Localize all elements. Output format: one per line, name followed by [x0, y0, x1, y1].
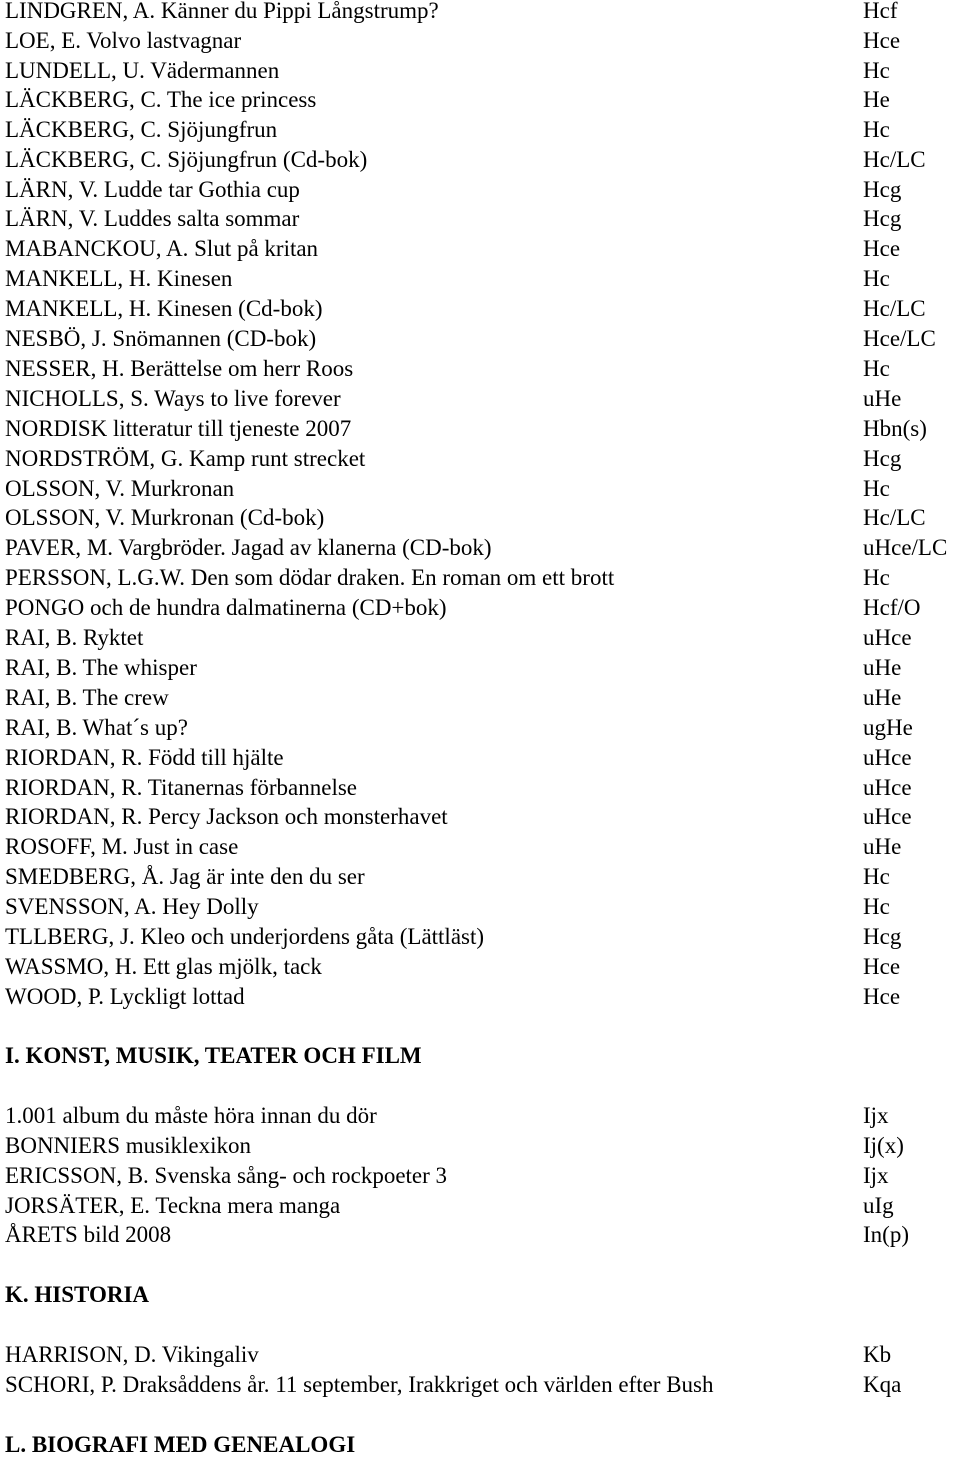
book-title: MANKELL, H. Kinesen (Cd-bok)	[5, 296, 323, 321]
book-title: NICHOLLS, S. Ways to live forever	[5, 386, 341, 411]
list-item	[5, 204, 960, 234]
list-item	[5, 384, 960, 414]
classification-code: Hc/LC	[863, 505, 926, 530]
book-title: LÄRN, V. Ludde tar Gothia cup	[5, 177, 300, 202]
book-title: NORDSTRÖM, G. Kamp runt strecket	[5, 446, 366, 471]
list-item	[5, 294, 960, 324]
book-title: TLLBERG, J. Kleo och underjordens gåta (Lättläst)	[5, 924, 485, 949]
classification-code: Hce	[863, 954, 901, 979]
classification-code: Kb	[863, 1342, 892, 1367]
classification-code: Hcg	[863, 924, 902, 949]
list-item	[5, 952, 960, 982]
classification-code: uHce	[863, 745, 912, 770]
book-title: RIORDAN, R. Titanernas förbannelse	[5, 775, 357, 800]
book-title: WASSMO, H. Ett glas mjölk, tack	[5, 954, 322, 979]
list-item	[5, 0, 960, 26]
classification-code: Hcf	[863, 0, 898, 23]
book-title: RAI, B. The whisper	[5, 655, 197, 680]
classification-code: Hc	[863, 864, 890, 889]
list-item	[5, 563, 960, 593]
book-title: OLSSON, V. Murkronan (Cd-bok)	[5, 505, 325, 530]
book-title: NESSER, H. Berättelse om herr Roos	[5, 356, 354, 381]
book-title: BONNIERS musiklexikon	[5, 1133, 251, 1158]
list-item	[5, 802, 960, 832]
classification-code: uHe	[863, 386, 902, 411]
book-title: LÄCKBERG, C. Sjöjungfrun	[5, 117, 278, 142]
list-item	[5, 743, 960, 773]
list-item	[5, 593, 960, 623]
classification-code: Ij(x)	[863, 1133, 904, 1158]
book-title: LÄRN, V. Luddes salta sommar	[5, 206, 300, 231]
classification-code: Hcf/O	[863, 595, 921, 620]
classification-code: uHce	[863, 775, 912, 800]
book-title: PAVER, M. Vargbröder. Jagad av klanerna (CD-bok)	[5, 535, 492, 560]
classification-code: Hcg	[863, 206, 902, 231]
list-item	[5, 354, 960, 384]
list-item	[5, 773, 960, 803]
classification-code: Hce	[863, 236, 901, 261]
list-item	[5, 503, 960, 533]
classification-code: He	[863, 87, 890, 112]
classification-code: uHe	[863, 655, 902, 680]
book-title: ROSOFF, M. Just in case	[5, 834, 239, 859]
list-item	[5, 1340, 960, 1370]
list-item	[5, 324, 960, 354]
book-title: MANKELL, H. Kinesen	[5, 266, 233, 291]
book-title: ERICSSON, B. Svenska sång- och rockpoeter 3	[5, 1163, 448, 1188]
classification-code: ugHe	[863, 715, 913, 740]
classification-code: uHe	[863, 685, 902, 710]
list-item	[5, 175, 960, 205]
book-title: MABANCKOU, A. Slut på kritan	[5, 236, 319, 261]
book-title: NESBÖ, J. Snömannen (CD-bok)	[5, 326, 317, 351]
book-title: LINDGREN, A. Känner du Pippi Långstrump?	[5, 0, 439, 23]
book-title: RIORDAN, R. Percy Jackson och monsterhavet	[5, 804, 448, 829]
classification-code: Hcg	[863, 177, 902, 202]
list-item	[5, 85, 960, 115]
list-item	[5, 1220, 960, 1250]
list-item	[5, 444, 960, 474]
book-title: LOE, E. Volvo lastvagnar	[5, 28, 242, 53]
section-heading-konst: I. KONST, MUSIK, TEATER OCH FILM	[5, 1043, 422, 1068]
book-title: LUNDELL, U. Vädermannen	[5, 58, 280, 83]
list-item	[5, 713, 960, 743]
list-item	[5, 1161, 960, 1191]
classification-code: uHce	[863, 625, 912, 650]
book-title: RAI, B. The crew	[5, 685, 169, 710]
classification-code: Hc	[863, 117, 890, 142]
classification-code: uIg	[863, 1193, 894, 1218]
classification-code: Hce/LC	[863, 326, 936, 351]
list-item	[5, 56, 960, 86]
list-item	[5, 264, 960, 294]
book-title: SCHORI, P. Draksåddens år. 11 september, Irakkriget och världen efter Bush	[5, 1372, 714, 1397]
list-item	[5, 234, 960, 264]
list-item	[5, 533, 960, 563]
book-title: OLSSON, V. Murkronan	[5, 476, 235, 501]
classification-code: Hc	[863, 266, 890, 291]
classification-code: Hc	[863, 356, 890, 381]
list-item	[5, 115, 960, 145]
book-title: PERSSON, L.G.W. Den som dödar draken. En roman om ett brott	[5, 565, 615, 590]
classification-code: uHce/LC	[863, 535, 948, 560]
classification-code: Hce	[863, 28, 901, 53]
section-heading-historia: K. HISTORIA	[5, 1282, 150, 1307]
book-title: ÅRETS bild 2008	[5, 1222, 172, 1247]
list-item	[5, 1191, 960, 1221]
list-item	[5, 892, 960, 922]
list-item	[5, 862, 960, 892]
classification-code: Hc	[863, 58, 890, 83]
classification-code: Ijx	[863, 1163, 889, 1188]
book-title: LÄCKBERG, C. Sjöjungfrun (Cd-bok)	[5, 147, 368, 172]
book-title: SMEDBERG, Å. Jag är inte den du ser	[5, 864, 365, 889]
book-title: JORSÄTER, E. Teckna mera manga	[5, 1193, 341, 1218]
list-item	[5, 982, 960, 1012]
classification-code: Ijx	[863, 1103, 889, 1128]
classification-code: Hc	[863, 476, 890, 501]
book-title: RAI, B. Ryktet	[5, 625, 144, 650]
book-title: RIORDAN, R. Född till hjälte	[5, 745, 284, 770]
list-item	[5, 653, 960, 683]
list-item	[5, 474, 960, 504]
book-title: 1.001 album du måste höra innan du dör	[5, 1103, 377, 1128]
list-item	[5, 1370, 960, 1400]
classification-code: Hc	[863, 894, 890, 919]
classification-code: Hcg	[863, 446, 902, 471]
list-item	[5, 414, 960, 444]
classification-code: Kqa	[863, 1372, 902, 1397]
classification-code: In(p)	[863, 1222, 909, 1247]
classification-code: uHe	[863, 834, 902, 859]
book-title: WOOD, P. Lyckligt lottad	[5, 984, 245, 1009]
list-item	[5, 26, 960, 56]
classification-code: Hbn(s)	[863, 416, 927, 441]
classification-code: Hc/LC	[863, 147, 926, 172]
book-title: PONGO och de hundra dalmatinerna (CD+bok)	[5, 595, 447, 620]
classification-code: Hc/LC	[863, 296, 926, 321]
classification-code: uHce	[863, 804, 912, 829]
classification-code: Hc	[863, 565, 890, 590]
section-heading-biografi: L. BIOGRAFI MED GENEALOGI	[5, 1432, 356, 1457]
list-item	[5, 832, 960, 862]
book-title: RAI, B. What´s up?	[5, 715, 188, 740]
list-item	[5, 145, 960, 175]
book-title: HARRISON, D. Vikingaliv	[5, 1342, 259, 1367]
list-item	[5, 683, 960, 713]
list-item	[5, 623, 960, 653]
list-item	[5, 1101, 960, 1131]
classification-code: Hce	[863, 984, 901, 1009]
book-title: NORDISK litteratur till tjeneste 2007	[5, 416, 352, 441]
list-item	[5, 922, 960, 952]
book-title: SVENSSON, A. Hey Dolly	[5, 894, 259, 919]
list-item	[5, 1131, 960, 1161]
book-title: LÄCKBERG, C. The ice princess	[5, 87, 317, 112]
